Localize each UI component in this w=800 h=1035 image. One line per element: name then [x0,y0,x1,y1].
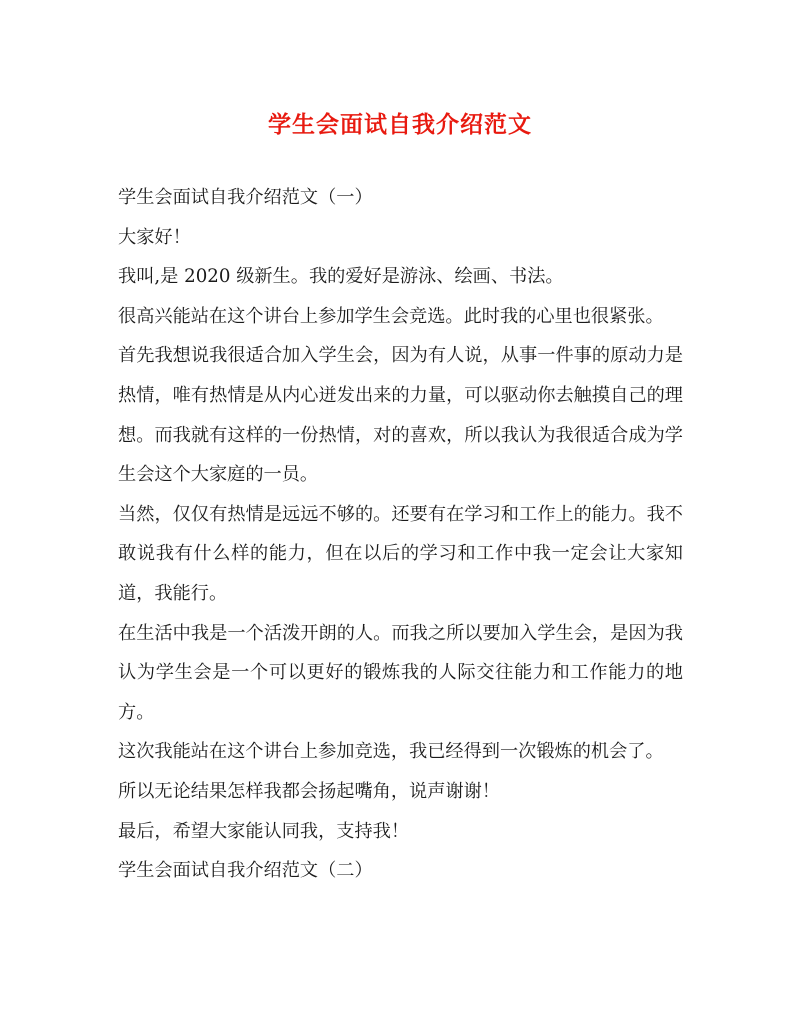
thanks-paragraph: 所以无论结果怎样我都会扬起嘴角，说声谢谢！ [118,780,500,802]
opportunity-paragraph: 这次我能站在这个讲台上参加竞选，我已经得到一次锻炼的机会了。 [118,741,664,763]
document-title: 学生会面试自我介绍范文 [268,111,532,138]
document-body [118,178,683,891]
intro-paragraph: 我叫,是 2020 级新生。我的爱好是游泳、绘画、书法。 [118,266,564,288]
greeting-paragraph: 大家好！ [118,226,191,248]
ability-paragraph: 当然，仅仅有热情是远远不够的。还要有在学习和工作上的能力。我不敢说我有什么样的能力，但在以后的学习和工作中我一定会让大家知道，我能行。 [118,503,683,604]
feeling-paragraph: 很高兴能站在这个讲台上参加学生会竞选。此时我的心里也很紧张。 [118,305,664,327]
personality-paragraph: 在生活中我是一个活泼开朗的人。而我之所以要加入学生会，是因为我认为学生会是一个可以更好的锻炼我的人际交往能力和工作能力的地方。 [118,622,683,723]
closing-paragraph: 最后，希望大家能认同我，支持我！ [118,820,410,842]
passion-paragraph: 首先我想说我很适合加入学生会，因为有人说，从事一件事的原动力是热情，唯有热情是从内心迸发出来的力量，可以驱动你去触摸自己的理想。而我就有这样的一份热情，对的喜欢，所以我认为我很适合成为学生会这个大家庭的一员。 [118,345,683,486]
subheading-two: 学生会面试自我介绍范文（二） [118,860,373,882]
subheading-one: 学生会面试自我介绍范文（一） [118,187,373,208]
